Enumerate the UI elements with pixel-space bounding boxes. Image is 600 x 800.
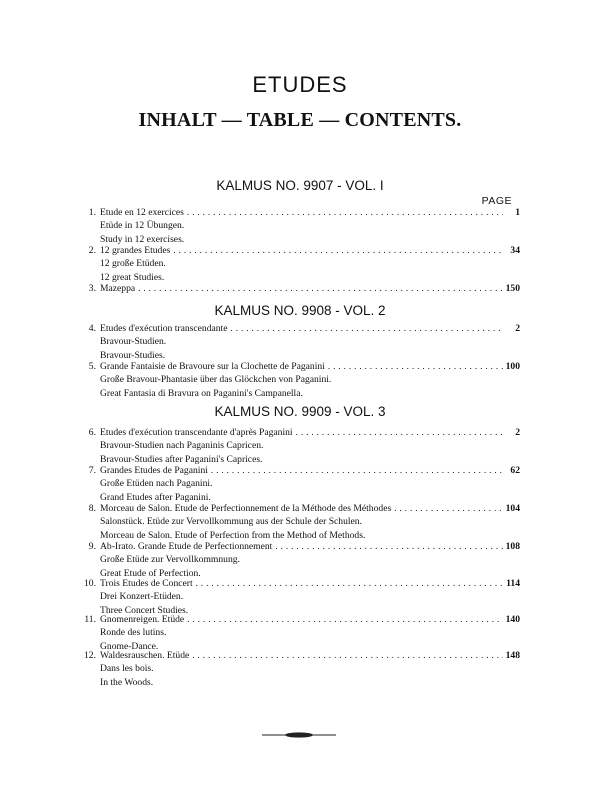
page-subtitle: INHALT — TABLE — CONTENTS.	[138, 109, 462, 131]
entry-title: Grande Fantaisie de Bravoure sur la Clochette de Paganini	[100, 361, 325, 372]
entry-page: 104	[505, 503, 520, 514]
leader-dots	[187, 206, 503, 219]
toc-entry-5	[78, 360, 520, 400]
toc-entry-9	[78, 540, 520, 580]
entry-title: Etude en 12 exercices	[100, 207, 184, 218]
entry-page: 2	[515, 323, 520, 334]
entry-page: 140	[505, 614, 520, 625]
entry-subtitle: Ronde des lutins.	[100, 627, 167, 639]
leader-dots	[328, 360, 503, 373]
volume-heading-3: KALMUS NO. 9909 - VOL. 3	[214, 404, 386, 419]
entry-number: 3.	[88, 283, 96, 294]
entry-subtitle: Great Etude of Perfection.	[100, 567, 201, 579]
toc-entry-8	[78, 502, 520, 542]
entry-page: 148	[505, 650, 520, 661]
entry-subtitle: Drei Konzert-Etüden.	[100, 591, 184, 603]
volume-heading-1: KALMUS NO. 9907 - VOL. I	[216, 178, 384, 193]
toc-entry-3	[78, 282, 520, 295]
entry-number: 12.	[84, 650, 96, 661]
entry-number: 11.	[84, 614, 96, 625]
entry-number: 4.	[88, 323, 96, 334]
volume-heading-2: KALMUS NO. 9908 - VOL. 2	[214, 303, 386, 318]
leader-dots	[196, 577, 503, 590]
entry-title: 12 grandes Etudes	[100, 245, 171, 256]
entry-subtitle: Bravour-Studien.	[100, 336, 167, 348]
entry-subtitle: Great Fantasia di Bravura on Paganini's Campanella.	[100, 387, 303, 399]
toc-entry-1	[78, 206, 520, 246]
entry-page: 150	[505, 283, 520, 294]
page-title: ETUDES	[252, 72, 348, 97]
toc-entry-7	[78, 464, 520, 504]
toc-entry-12	[78, 649, 520, 689]
entry-page: 114	[506, 578, 520, 589]
leader-dots	[230, 322, 503, 335]
leader-dots	[138, 282, 502, 295]
entry-number: 8.	[88, 503, 96, 514]
entry-number: 1.	[88, 207, 96, 218]
toc-entry-11	[78, 613, 520, 653]
toc-entry-2	[78, 244, 520, 284]
entry-title: Ab-Irato. Grande Etude de Perfectionnement	[100, 541, 273, 552]
entry-subtitle: Morceau de Salon. Etude of Perfection from the Method of Methods.	[100, 529, 366, 541]
leader-dots	[211, 464, 503, 477]
entry-subtitle: 12 große Etüden.	[100, 258, 166, 270]
leader-dots	[187, 613, 502, 626]
leader-dots	[173, 244, 503, 257]
entry-subtitle: Etüde in 12 Übungen.	[100, 220, 185, 232]
entry-subtitle: Dans les bois.	[100, 663, 154, 675]
entry-number: 6.	[88, 427, 96, 438]
entry-title: Grandes Etudes de Paganini	[100, 465, 208, 476]
entry-subtitle: Bravour-Studies after Paganini's Caprices.	[100, 453, 263, 465]
entry-subtitle: Bravour-Studien nach Paganinis Capricen.	[100, 440, 264, 452]
entry-number: 9.	[88, 541, 96, 552]
ornament-divider	[262, 731, 336, 739]
entry-title: Gnomenreigen. Etüde	[100, 614, 185, 625]
entry-title: Mazeppa	[100, 283, 136, 294]
entry-page: 1	[515, 207, 520, 218]
toc-entry-4	[78, 322, 520, 362]
entry-subtitle: Bravour-Studies.	[100, 349, 166, 361]
entry-title: Etudes d'exécution transcendante d'après Paganini	[100, 427, 293, 438]
entry-subtitle: Große Etüden nach Paganini.	[100, 478, 213, 490]
page-column-label: PAGE	[481, 195, 512, 207]
leader-dots	[394, 502, 502, 515]
entry-title: Waldesrauschen. Etüde	[100, 650, 190, 661]
entry-subtitle: Gnome-Dance.	[100, 640, 159, 652]
entry-subtitle: Study in 12 exercises.	[100, 233, 185, 245]
leader-dots	[192, 649, 502, 662]
entry-subtitle: Three Concert Studies.	[100, 604, 189, 616]
entry-number: 5.	[88, 361, 96, 372]
leader-dots	[296, 426, 503, 439]
entry-page: 100	[505, 361, 520, 372]
entry-subtitle: Große Bravour-Phantasie über das Glöckchen von Paganini.	[100, 374, 332, 386]
entry-subtitle: In the Woods.	[100, 676, 154, 688]
entry-title: Morceau de Salon. Etude de Perfectionnement de la Méthode des Méthodes	[100, 503, 392, 514]
entry-page: 2	[515, 427, 520, 438]
entry-subtitle: 12 great Studies.	[100, 271, 165, 283]
toc-entry-6	[78, 426, 520, 466]
entry-number: 7.	[88, 465, 96, 476]
entry-page: 62	[510, 465, 520, 476]
entry-title: Trois Etudes de Concert	[100, 578, 193, 589]
entry-subtitle: Grand Etudes after Paganini.	[100, 491, 211, 503]
entry-page: 34	[510, 245, 520, 256]
entry-number: 10.	[84, 578, 96, 589]
entry-subtitle: Große Etüde zur Vervollkommnung.	[100, 554, 240, 566]
entry-title: Etudes d'exécution transcendante	[100, 323, 228, 334]
toc-entry-10	[78, 577, 520, 617]
entry-subtitle: Salonstück. Etüde zur Vervollkommung aus der Schule der Schulen.	[100, 516, 363, 528]
entry-number: 2.	[88, 245, 96, 256]
entry-page: 108	[505, 541, 520, 552]
leader-dots	[275, 540, 502, 553]
